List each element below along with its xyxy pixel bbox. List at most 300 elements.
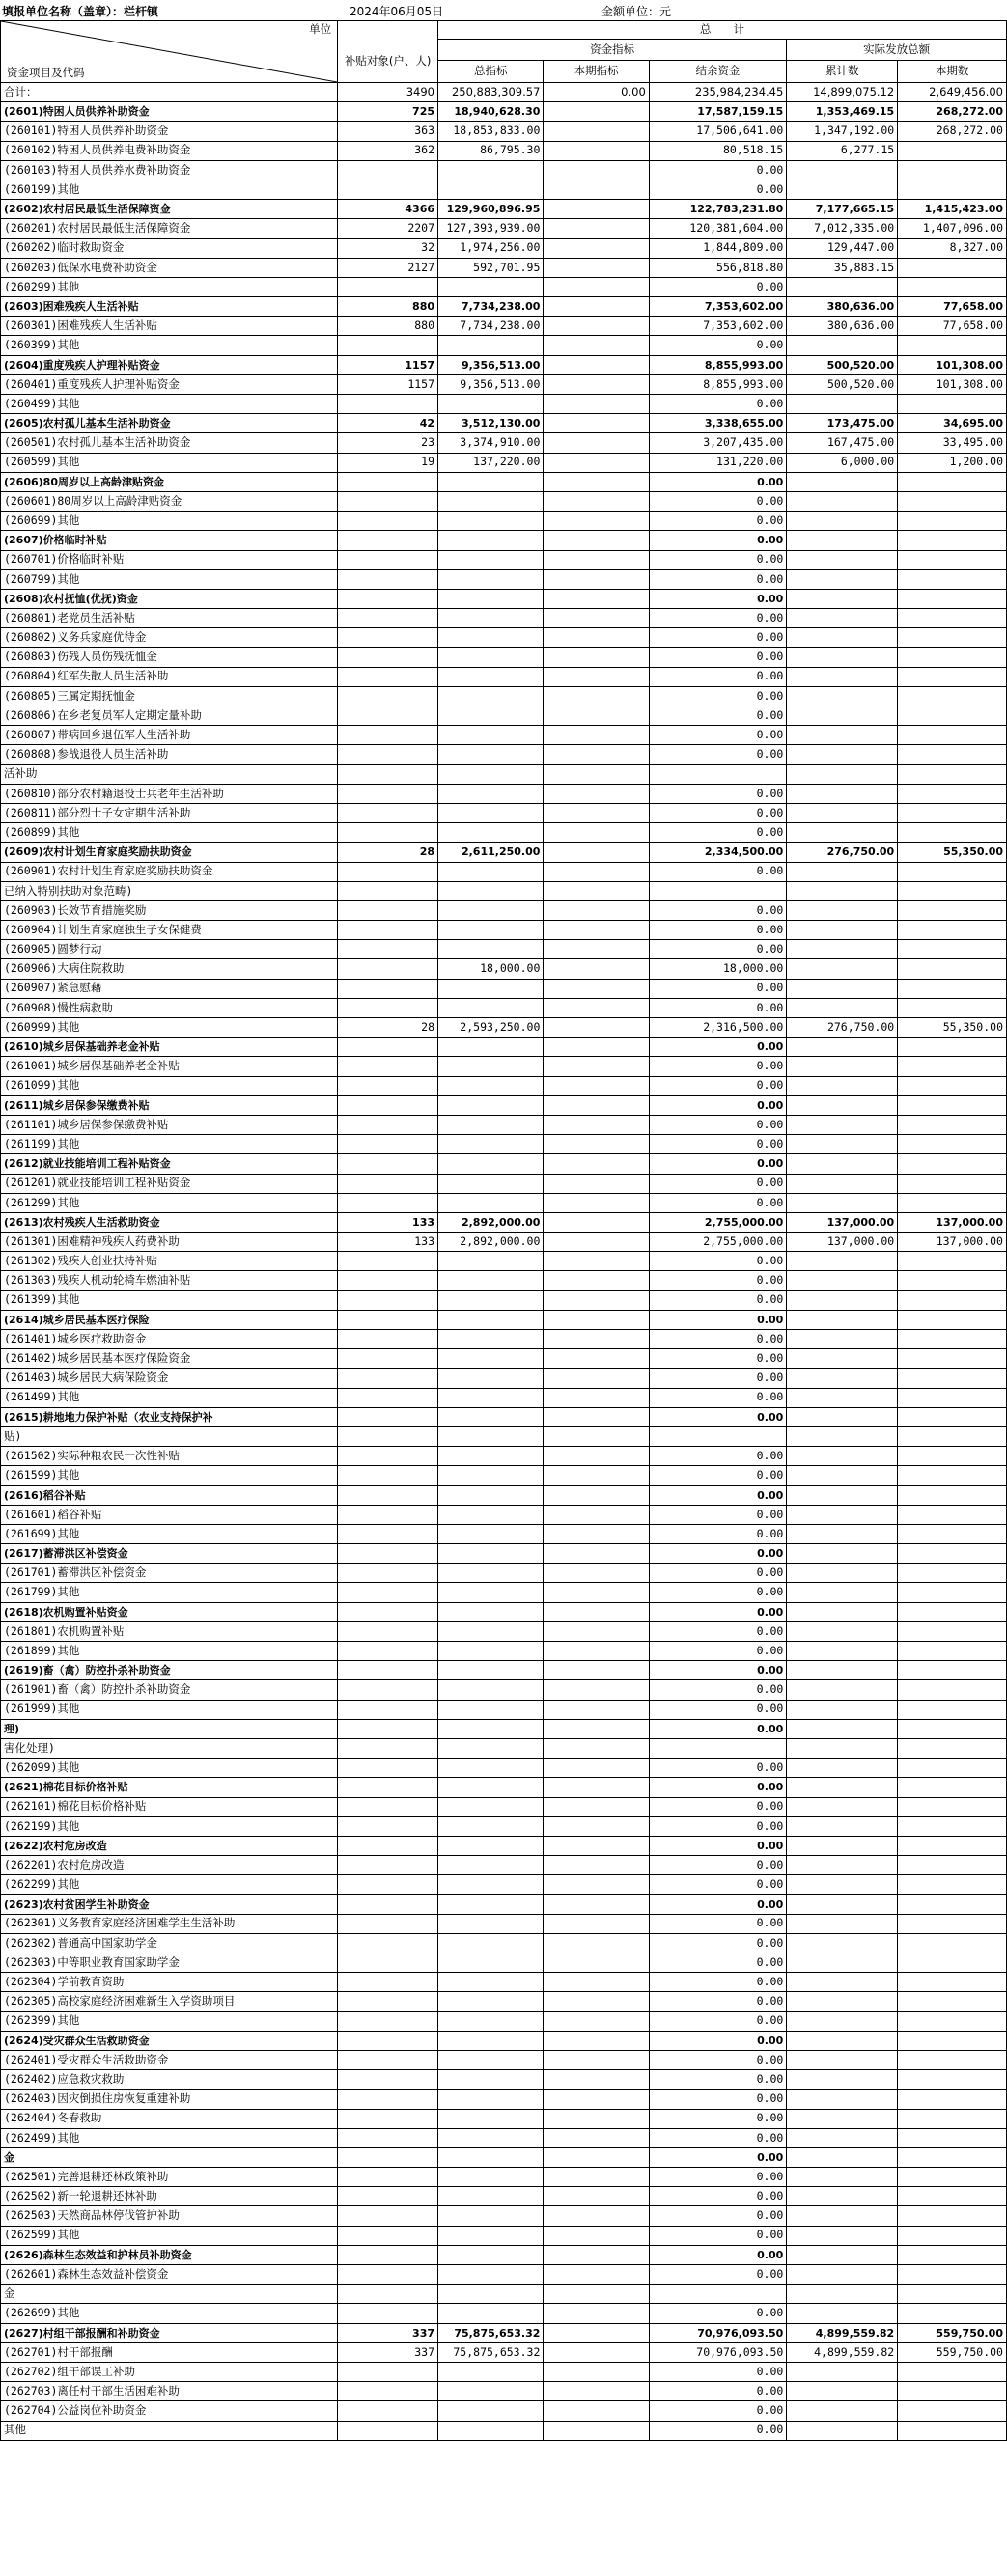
period-amount-cell: 268,272.00 bbox=[898, 122, 1007, 141]
total-indicator-cell bbox=[438, 1407, 544, 1426]
category-row bbox=[1, 531, 1007, 550]
table-row bbox=[1, 1252, 1007, 1271]
cumulative-cell: 6,277.15 bbox=[787, 141, 898, 160]
item-code-cell: (2615)耕地地力保护补贴（农业支持保护补 bbox=[1, 1407, 338, 1426]
item-code-cell: (2609)农村计划生育家庭奖励扶助资金 bbox=[1, 843, 338, 862]
period-amount-cell bbox=[898, 531, 1007, 550]
table-row bbox=[1, 277, 1007, 296]
subsidy-target-cell bbox=[338, 1875, 438, 1895]
subsidy-target-cell: 880 bbox=[338, 317, 438, 336]
period-amount-cell bbox=[898, 2147, 1007, 2167]
balance-cell: 0.00 bbox=[649, 1700, 787, 1719]
period-indicator-cell bbox=[544, 1895, 649, 1914]
subsidy-target-cell bbox=[338, 2128, 438, 2147]
total-indicator-cell bbox=[438, 686, 544, 706]
balance-cell: 0.00 bbox=[649, 1933, 787, 1953]
balance-cell: 8,855,993.00 bbox=[649, 355, 787, 374]
period-amount-cell bbox=[898, 2362, 1007, 2381]
period-indicator-cell bbox=[544, 686, 649, 706]
item-code-cell: (261302)残疾人创业扶持补贴 bbox=[1, 1252, 338, 1271]
item-code-cell: (261499)其他 bbox=[1, 1388, 338, 1407]
total-indicator-cell: 2,892,000.00 bbox=[438, 1212, 544, 1232]
cumulative-cell bbox=[787, 1895, 898, 1914]
category-row bbox=[1, 843, 1007, 862]
period-amount-cell: 101,308.00 bbox=[898, 374, 1007, 394]
period-indicator-cell bbox=[544, 2421, 649, 2440]
period-indicator-cell bbox=[544, 2168, 649, 2187]
period-amount-cell bbox=[898, 940, 1007, 959]
period-amount-cell bbox=[898, 2382, 1007, 2401]
category-row bbox=[1, 200, 1007, 219]
subsidy-target-cell bbox=[338, 1602, 438, 1621]
balance-cell: 0.00 bbox=[649, 1076, 787, 1095]
item-code-cell: (262699)其他 bbox=[1, 2304, 338, 2323]
balance-cell: 0.00 bbox=[649, 1875, 787, 1895]
item-code-cell: (260701)价格临时补贴 bbox=[1, 550, 338, 569]
subsidy-target-cell bbox=[338, 1621, 438, 1641]
subsidy-target-cell bbox=[338, 1778, 438, 1797]
table-row bbox=[1, 1233, 1007, 1252]
cumulative-cell bbox=[787, 764, 898, 784]
cumulative-cell bbox=[787, 2265, 898, 2285]
subsidy-target-cell bbox=[338, 1193, 438, 1212]
cumulative-cell bbox=[787, 589, 898, 608]
total-indicator-cell bbox=[438, 1973, 544, 1992]
cumulative-cell bbox=[787, 512, 898, 531]
table-row bbox=[1, 1816, 1007, 1836]
cumulative-cell: 7,177,665.15 bbox=[787, 200, 898, 219]
period-indicator-cell bbox=[544, 1135, 649, 1154]
balance-cell: 0.00 bbox=[649, 1174, 787, 1193]
total-indicator-cell: 250,883,309.57 bbox=[438, 83, 544, 102]
period-amount-cell bbox=[898, 258, 1007, 277]
table-row bbox=[1, 881, 1007, 900]
subsidy-target-cell bbox=[338, 1700, 438, 1719]
table-row bbox=[1, 2382, 1007, 2401]
item-code-cell: (262404)冬春救助 bbox=[1, 2109, 338, 2128]
balance-cell: 0.00 bbox=[649, 1466, 787, 1485]
total-indicator-cell bbox=[438, 706, 544, 726]
subsidy-target-cell: 337 bbox=[338, 2323, 438, 2342]
period-indicator-cell bbox=[544, 959, 649, 979]
subsidy-target-cell bbox=[338, 2401, 438, 2421]
subsidy-target-cell bbox=[338, 1797, 438, 1816]
period-amount-cell bbox=[898, 764, 1007, 784]
subsidy-target-cell bbox=[338, 1505, 438, 1524]
period-indicator-cell bbox=[544, 2245, 649, 2264]
total-indicator-cell: 18,853,833.00 bbox=[438, 122, 544, 141]
total-indicator-cell bbox=[438, 2401, 544, 2421]
item-code-cell: (260807)带病回乡退伍军人生活补助 bbox=[1, 726, 338, 745]
cumulative-cell bbox=[787, 648, 898, 667]
period-amount-cell bbox=[898, 1290, 1007, 1310]
cumulative-cell bbox=[787, 1193, 898, 1212]
cumulative-cell bbox=[787, 2285, 898, 2304]
balance-cell: 0.00 bbox=[649, 1252, 787, 1271]
total-indicator-cell bbox=[438, 1933, 544, 1953]
period-amount-cell bbox=[898, 1369, 1007, 1388]
period-amount-cell bbox=[898, 2168, 1007, 2187]
period-amount-cell bbox=[898, 881, 1007, 900]
subsidy-target-cell: 32 bbox=[338, 238, 438, 258]
period-indicator-cell bbox=[544, 2109, 649, 2128]
total-indicator-cell bbox=[438, 2382, 544, 2401]
period-indicator-cell bbox=[544, 2362, 649, 2381]
item-code-cell: (2623)农村贫困学生补助资金 bbox=[1, 1895, 338, 1914]
table-row bbox=[1, 1388, 1007, 1407]
table-row bbox=[1, 1933, 1007, 1953]
item-code-cell: (262303)中等职业教育国家助学金 bbox=[1, 1953, 338, 1973]
total-indicator-cell bbox=[438, 512, 544, 531]
period-indicator-cell bbox=[544, 1719, 649, 1738]
category-row bbox=[1, 1895, 1007, 1914]
subsidy-target-cell: 19 bbox=[338, 453, 438, 472]
balance-cell: 0.00 bbox=[649, 1836, 787, 1855]
table-row bbox=[1, 959, 1007, 979]
header-period-amount: 本期数 bbox=[898, 61, 1007, 83]
period-indicator-cell bbox=[544, 1914, 649, 1933]
total-indicator-cell bbox=[438, 1992, 544, 2011]
period-indicator-cell bbox=[544, 531, 649, 550]
category-row bbox=[1, 2245, 1007, 2264]
item-code-cell: (261401)城乡医疗救助资金 bbox=[1, 1330, 338, 1349]
cumulative-cell bbox=[787, 803, 898, 822]
balance-cell: 17,587,159.15 bbox=[649, 102, 787, 122]
table-row bbox=[1, 1369, 1007, 1388]
table-row bbox=[1, 160, 1007, 180]
period-amount-cell bbox=[898, 1700, 1007, 1719]
cumulative-cell bbox=[787, 1174, 898, 1193]
period-indicator-cell bbox=[544, 200, 649, 219]
item-code-cell: (261101)城乡居保参保缴费补贴 bbox=[1, 1115, 338, 1134]
subsidy-target-cell bbox=[338, 2245, 438, 2264]
balance-cell: 2,755,000.00 bbox=[649, 1212, 787, 1232]
period-amount-cell bbox=[898, 1038, 1007, 1057]
balance-cell: 0.00 bbox=[649, 2187, 787, 2206]
total-indicator-cell: 18,940,628.30 bbox=[438, 102, 544, 122]
balance-cell: 0.00 bbox=[649, 2206, 787, 2226]
period-indicator-cell bbox=[544, 297, 649, 317]
table-row bbox=[1, 1426, 1007, 1446]
cumulative-cell: 6,000.00 bbox=[787, 453, 898, 472]
category-row bbox=[1, 1310, 1007, 1329]
period-amount-cell bbox=[898, 1836, 1007, 1855]
header-unit-item-diagonal bbox=[1, 21, 338, 83]
total-indicator-cell bbox=[438, 1953, 544, 1973]
subsidy-target-cell bbox=[338, 1719, 438, 1738]
period-amount-cell bbox=[898, 1875, 1007, 1895]
subsidy-target-cell bbox=[338, 1095, 438, 1115]
cumulative-cell bbox=[787, 1875, 898, 1895]
period-amount-cell bbox=[898, 141, 1007, 160]
balance-cell: 0.00 bbox=[649, 1290, 787, 1310]
item-code-cell: (260907)紧急慰藉 bbox=[1, 979, 338, 998]
period-indicator-cell bbox=[544, 979, 649, 998]
table-row bbox=[1, 648, 1007, 667]
period-indicator-cell bbox=[544, 1271, 649, 1290]
period-indicator-cell bbox=[544, 277, 649, 296]
total-indicator-cell bbox=[438, 1038, 544, 1057]
period-indicator-cell bbox=[544, 1856, 649, 1875]
category-row bbox=[1, 414, 1007, 433]
period-indicator-cell bbox=[544, 2070, 649, 2090]
balance-cell: 0.00 bbox=[649, 1115, 787, 1134]
cumulative-cell bbox=[787, 277, 898, 296]
subsidy-target-cell bbox=[338, 1290, 438, 1310]
balance-cell: 1,844,809.00 bbox=[649, 238, 787, 258]
subsidy-target-cell bbox=[338, 2070, 438, 2090]
period-amount-cell bbox=[898, 2226, 1007, 2245]
header-unit: 单位 bbox=[309, 22, 332, 36]
category-row bbox=[1, 1095, 1007, 1115]
table-row bbox=[1, 823, 1007, 843]
item-code-cell: (260399)其他 bbox=[1, 336, 338, 355]
cumulative-cell bbox=[787, 2362, 898, 2381]
balance-cell: 0.00 bbox=[649, 1759, 787, 1778]
cumulative-cell: 1,347,192.00 bbox=[787, 122, 898, 141]
cumulative-cell: 35,883.15 bbox=[787, 258, 898, 277]
cumulative-cell bbox=[787, 1505, 898, 1524]
balance-cell: 0.00 bbox=[649, 1953, 787, 1973]
period-amount-cell: 34,695.00 bbox=[898, 414, 1007, 433]
subsidy-target-cell bbox=[338, 881, 438, 900]
subsidy-target-cell bbox=[338, 2362, 438, 2381]
period-indicator-cell bbox=[544, 1252, 649, 1271]
item-code-cell: (260811)部分烈士子女定期生活补助 bbox=[1, 803, 338, 822]
period-amount-cell bbox=[898, 160, 1007, 180]
total-indicator-cell bbox=[438, 628, 544, 648]
item-code-cell: (260804)红军失散人员生活补助 bbox=[1, 667, 338, 686]
period-indicator-cell bbox=[544, 1875, 649, 1895]
period-amount-cell bbox=[898, 1407, 1007, 1426]
total-indicator-cell bbox=[438, 1661, 544, 1680]
cumulative-cell bbox=[787, 1719, 898, 1738]
balance-cell: 0.00 bbox=[649, 628, 787, 648]
total-indicator-cell bbox=[438, 2265, 544, 2285]
subsidy-target-cell bbox=[338, 2285, 438, 2304]
period-amount-cell bbox=[898, 1252, 1007, 1271]
period-indicator-cell bbox=[544, 1953, 649, 1973]
report-header bbox=[0, 0, 1007, 20]
balance-cell: 0.00 bbox=[649, 2050, 787, 2069]
subsidy-target-cell bbox=[338, 1426, 438, 1446]
table-row bbox=[1, 2285, 1007, 2304]
table-row bbox=[1, 1856, 1007, 1875]
table-row bbox=[1, 1349, 1007, 1369]
table-row bbox=[1, 1524, 1007, 1543]
item-code-cell: (2608)农村抚恤(优抚)资金 bbox=[1, 589, 338, 608]
table-row bbox=[1, 1583, 1007, 1602]
category-row bbox=[1, 355, 1007, 374]
item-code-cell: (2626)森林生态效益和护林员补助资金 bbox=[1, 2245, 338, 2264]
balance-cell: 0.00 bbox=[649, 862, 787, 881]
balance-cell: 17,506,641.00 bbox=[649, 122, 787, 141]
subsidy-target-cell bbox=[338, 1135, 438, 1154]
subsidy-target-cell bbox=[338, 1407, 438, 1426]
period-indicator-cell bbox=[544, 2285, 649, 2304]
period-indicator-cell bbox=[544, 1076, 649, 1095]
total-indicator-cell: 592,701.95 bbox=[438, 258, 544, 277]
subsidy-target-cell bbox=[338, 395, 438, 414]
cumulative-cell: 173,475.00 bbox=[787, 414, 898, 433]
cumulative-cell bbox=[787, 1602, 898, 1621]
period-indicator-cell bbox=[544, 2401, 649, 2421]
subsidy-target-cell bbox=[338, 628, 438, 648]
period-amount-cell: 137,000.00 bbox=[898, 1212, 1007, 1232]
period-indicator-cell bbox=[544, 550, 649, 569]
total-indicator-cell bbox=[438, 1621, 544, 1641]
item-code-cell: (2607)价格临时补贴 bbox=[1, 531, 338, 550]
balance-cell: 0.00 bbox=[649, 2362, 787, 2381]
unit-label: 金额单位：元 bbox=[601, 5, 672, 18]
cumulative-cell bbox=[787, 531, 898, 550]
subsidy-target-cell bbox=[338, 2109, 438, 2128]
table-body bbox=[1, 83, 1007, 2441]
item-code-cell: (261799)其他 bbox=[1, 1583, 338, 1602]
cumulative-cell: 380,636.00 bbox=[787, 317, 898, 336]
table-row bbox=[1, 1330, 1007, 1349]
total-indicator-cell: 127,393,939.00 bbox=[438, 219, 544, 238]
subsidy-target-cell bbox=[338, 1642, 438, 1661]
header-balance: 结余资金 bbox=[649, 61, 787, 83]
item-code-cell: (261801)农机购置补贴 bbox=[1, 1621, 338, 1641]
total-indicator-cell: 2,611,250.00 bbox=[438, 843, 544, 862]
table-row bbox=[1, 491, 1007, 511]
category-row bbox=[1, 472, 1007, 491]
period-indicator-cell bbox=[544, 1992, 649, 2011]
cumulative-cell: 500,520.00 bbox=[787, 374, 898, 394]
subsidy-target-cell bbox=[338, 2421, 438, 2440]
total-indicator-cell: 9,356,513.00 bbox=[438, 355, 544, 374]
balance-cell: 0.00 bbox=[649, 2421, 787, 2440]
period-amount-cell bbox=[898, 2245, 1007, 2264]
period-amount-cell bbox=[898, 862, 1007, 881]
period-indicator-cell bbox=[544, 160, 649, 180]
period-indicator-cell bbox=[544, 1759, 649, 1778]
cumulative-cell bbox=[787, 2031, 898, 2050]
total-indicator-cell bbox=[438, 2050, 544, 2069]
balance-cell: 0.00 bbox=[649, 2245, 787, 2264]
cumulative-cell bbox=[787, 628, 898, 648]
cumulative-cell: 380,636.00 bbox=[787, 297, 898, 317]
period-amount-cell bbox=[898, 1797, 1007, 1816]
period-indicator-cell bbox=[544, 1330, 649, 1349]
cumulative-cell bbox=[787, 1797, 898, 1816]
table-row bbox=[1, 1018, 1007, 1038]
total-indicator-cell bbox=[438, 2090, 544, 2109]
cumulative-cell bbox=[787, 2147, 898, 2167]
item-code-cell: (260799)其他 bbox=[1, 569, 338, 589]
item-code-cell: (260401)重度残疾人护理补贴资金 bbox=[1, 374, 338, 394]
total-indicator-cell bbox=[438, 998, 544, 1017]
category-row bbox=[1, 2323, 1007, 2342]
period-amount-cell bbox=[898, 1426, 1007, 1446]
cumulative-cell bbox=[787, 609, 898, 628]
item-code-cell: (262702)组干部误工补助 bbox=[1, 2362, 338, 2381]
period-amount-cell bbox=[898, 180, 1007, 199]
period-indicator-cell bbox=[544, 2011, 649, 2031]
period-indicator-cell bbox=[544, 648, 649, 667]
table-row bbox=[1, 998, 1007, 1017]
period-indicator-cell bbox=[544, 472, 649, 491]
subsidy-target-cell: 2127 bbox=[338, 258, 438, 277]
balance-cell: 0.00 bbox=[649, 1544, 787, 1564]
period-amount-cell bbox=[898, 1349, 1007, 1369]
total-indicator-cell bbox=[438, 1642, 544, 1661]
item-code-cell: (260499)其他 bbox=[1, 395, 338, 414]
subsidy-target-cell: 3490 bbox=[338, 83, 438, 102]
subsidy-target-cell: 42 bbox=[338, 414, 438, 433]
item-code-cell: (260201)农村居民最低生活保障资金 bbox=[1, 219, 338, 238]
period-amount-cell bbox=[898, 745, 1007, 764]
cumulative-cell bbox=[787, 1914, 898, 1933]
period-indicator-cell bbox=[544, 569, 649, 589]
cumulative-cell bbox=[787, 959, 898, 979]
cumulative-cell bbox=[787, 998, 898, 1017]
period-indicator-cell bbox=[544, 2128, 649, 2147]
total-indicator-cell bbox=[438, 2128, 544, 2147]
header-period-indicator: 本期指标 bbox=[544, 61, 649, 83]
balance-cell: 0.00 bbox=[649, 395, 787, 414]
cumulative-cell bbox=[787, 1095, 898, 1115]
table-row bbox=[1, 1174, 1007, 1193]
period-indicator-cell bbox=[544, 1738, 649, 1758]
item-code-cell: (260906)大病住院救助 bbox=[1, 959, 338, 979]
period-amount-cell bbox=[898, 609, 1007, 628]
total-indicator-cell bbox=[438, 472, 544, 491]
total-indicator-cell bbox=[438, 1700, 544, 1719]
period-amount-cell: 77,658.00 bbox=[898, 317, 1007, 336]
period-indicator-cell bbox=[544, 823, 649, 843]
total-indicator-cell bbox=[438, 667, 544, 686]
subsidy-target-cell bbox=[338, 1466, 438, 1485]
item-code-cell: (2617)蓄滞洪区补偿资金 bbox=[1, 1544, 338, 1564]
period-indicator-cell bbox=[544, 1680, 649, 1700]
table-row bbox=[1, 336, 1007, 355]
period-indicator-cell bbox=[544, 1349, 649, 1369]
table-row bbox=[1, 1700, 1007, 1719]
period-indicator-cell bbox=[544, 1212, 649, 1232]
balance-cell: 131,220.00 bbox=[649, 453, 787, 472]
period-indicator-cell bbox=[544, 141, 649, 160]
total-indicator-cell bbox=[438, 862, 544, 881]
total-indicator-cell: 18,000.00 bbox=[438, 959, 544, 979]
period-indicator-cell bbox=[544, 1388, 649, 1407]
item-code-cell: (261701)蓄滞洪区补偿资金 bbox=[1, 1564, 338, 1583]
period-indicator-cell bbox=[544, 2090, 649, 2109]
cumulative-cell bbox=[787, 900, 898, 920]
item-code-cell: (260901)农村计划生育家庭奖励扶助资金 bbox=[1, 862, 338, 881]
balance-cell bbox=[649, 881, 787, 900]
period-amount-cell bbox=[898, 998, 1007, 1017]
cumulative-cell bbox=[787, 1466, 898, 1485]
period-amount-cell bbox=[898, 784, 1007, 803]
table-row bbox=[1, 433, 1007, 453]
item-code-cell: (261399)其他 bbox=[1, 1290, 338, 1310]
period-amount-cell: 268,272.00 bbox=[898, 102, 1007, 122]
header-item-code: 资金项目及代码 bbox=[7, 65, 85, 79]
table-row bbox=[1, 2206, 1007, 2226]
period-indicator-cell bbox=[544, 1524, 649, 1543]
period-indicator-cell bbox=[544, 1115, 649, 1134]
cumulative-cell bbox=[787, 1856, 898, 1875]
cumulative-cell bbox=[787, 2226, 898, 2245]
item-code-cell: 已纳入特别扶助对象范畴) bbox=[1, 881, 338, 900]
table-row bbox=[1, 453, 1007, 472]
period-amount-cell bbox=[898, 1621, 1007, 1641]
period-amount-cell bbox=[898, 1135, 1007, 1154]
category-row bbox=[1, 1212, 1007, 1232]
